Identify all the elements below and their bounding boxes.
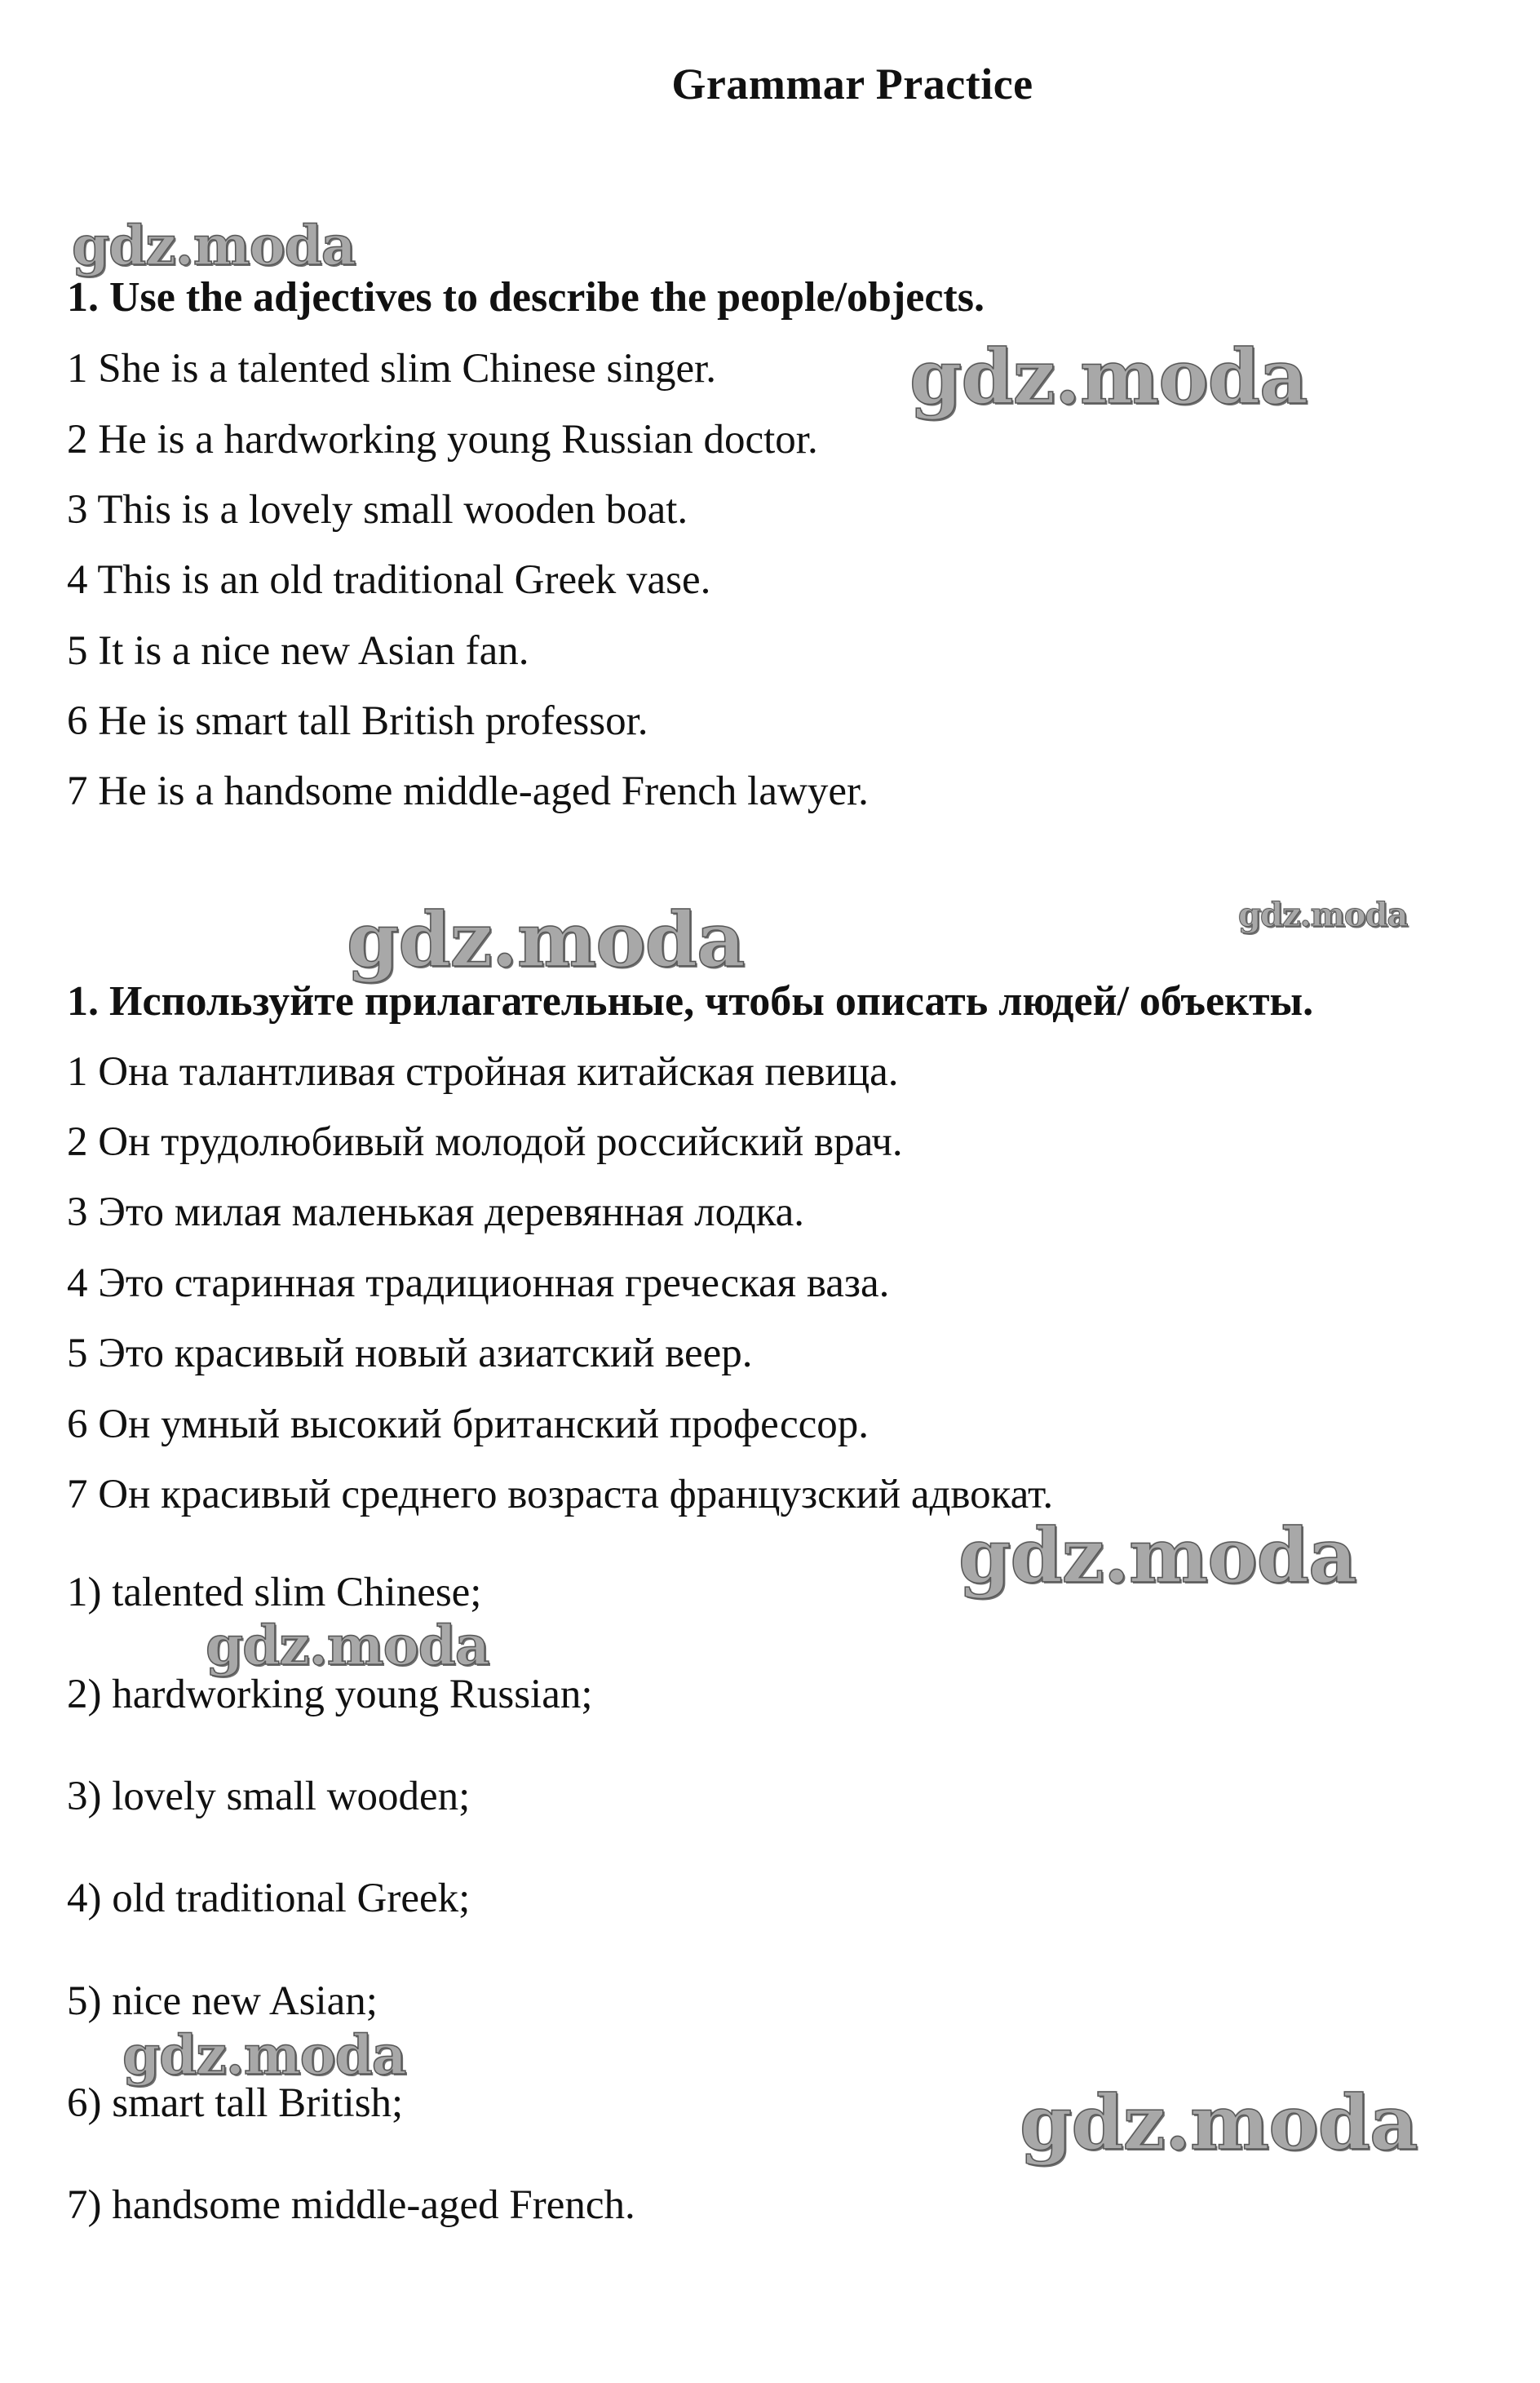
page-header [0, 0, 1540, 163]
watermark: gdz.moda [206, 1614, 489, 1677]
exercise-line-ru: 6 Он умный высокий британский профессор. [67, 1402, 870, 1447]
exercise-line-en: 4 This is an old traditional Greek vase. [67, 557, 711, 603]
exercise-line-ru: 5 Это красивый новый азиатский веер. [67, 1331, 753, 1376]
exercise-line-en: 3 This is a lovely small wooden boat. [67, 487, 688, 533]
exercise-line-ru: 3 Это милая маленькая деревянная лодка. [67, 1189, 804, 1235]
watermark: gdz.moda [909, 333, 1308, 421]
watermark: gdz.moda [1020, 2079, 1418, 2167]
watermark: gdz.moda [122, 2023, 406, 2087]
answer-line: 4) old traditional Greek; [67, 1876, 471, 1921]
answer-line: 6) smart tall British; [67, 2080, 404, 2126]
exercise-heading-en: 1. Use the adjectives to describe the people/objects. [67, 274, 985, 321]
exercise-line-en: 1 She is a talented slim Chinese singer. [67, 346, 717, 392]
answer-line: 1) talented slim Chinese; [67, 1570, 482, 1615]
page-title: Grammar Practice [671, 60, 1033, 109]
answer-line: 2) hardworking young Russian; [67, 1672, 593, 1717]
answer-line: 3) lovely small wooden; [67, 1774, 471, 1819]
watermark: gdz.moda [347, 896, 745, 984]
exercise-line-ru: 4 Это старинная традиционная греческая ваза. [67, 1260, 890, 1306]
exercise-line-en: 6 He is smart tall British professor. [67, 698, 648, 744]
answer-line: 5) nice new Asian; [67, 1978, 378, 2024]
exercise-line-en: 7 He is a handsome middle-aged French lawyer. [67, 768, 869, 814]
exercise-line-ru: 2 Он трудолюбивый молодой российский врач. [67, 1119, 903, 1165]
watermark: gdz.moda [1238, 896, 1408, 934]
exercise-heading-ru: 1. Используйте прилагательные, чтобы описать людей/ объекты. [67, 978, 1314, 1025]
exercise-line-en: 2 He is a hardworking young Russian doctor. [67, 417, 818, 463]
exercise-line-en: 5 It is a nice new Asian fan. [67, 628, 529, 674]
watermark: gdz.moda [72, 214, 356, 277]
watermark: gdz.moda [958, 1512, 1356, 1600]
answer-line: 7) handsome middle-aged French. [67, 2182, 635, 2228]
exercise-line-ru: 7 Он красивый среднего возраста французский адвокат. [67, 1472, 1054, 1517]
exercise-line-ru: 1 Она талантливая стройная китайская певица. [67, 1049, 899, 1095]
